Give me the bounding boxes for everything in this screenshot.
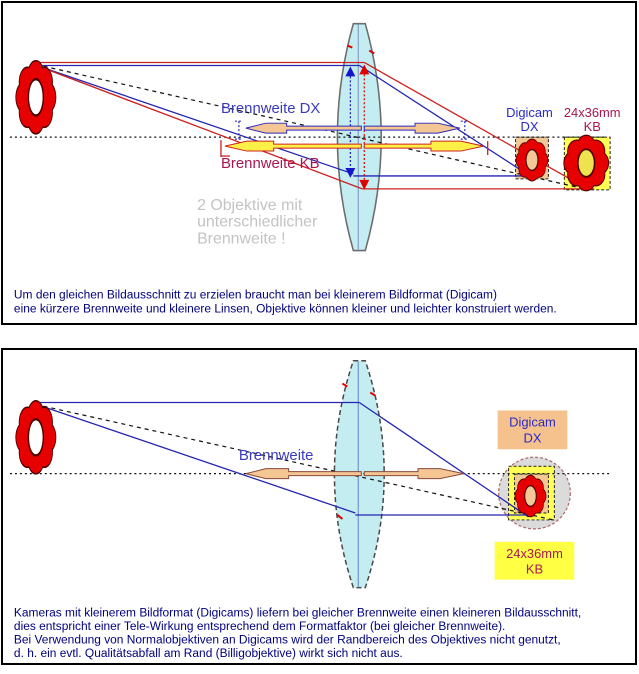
panel-two-lenses <box>1 1 637 325</box>
svg-text:DX: DX <box>520 119 539 135</box>
svg-text:24x36mm: 24x36mm <box>506 545 563 561</box>
svg-text:Brennweite !: Brennweite ! <box>197 230 286 248</box>
svg-text:24x36mm: 24x36mm <box>563 105 621 121</box>
svg-text:DX: DX <box>523 430 542 446</box>
image-flower-dx <box>516 139 549 182</box>
kb-24x36-label <box>564 105 621 134</box>
svg-text:unterschiedlicher: unterschiedlicher <box>197 213 318 231</box>
svg-text:KB: KB <box>525 561 544 577</box>
panel-same-focal-length <box>1 348 637 665</box>
kb-24x36-label <box>495 542 575 580</box>
svg-text:KB: KB <box>583 119 601 135</box>
svg-text:2 Objektive mit: 2 Objektive mit <box>197 196 303 214</box>
brennweite-label: Brennweite <box>238 447 314 465</box>
svg-text:Um den gleichen Bildausschnitt: Um den gleichen Bildausschnitt zu erzielen braucht man bei kleinerem Bildformat (Digicam) <box>13 287 497 302</box>
svg-text:Kameras mit kleinerem Bildform: Kameras mit kleinerem Bildformat (Digicams) liefern bei gleicher Brennweite einen kleineren Bildausschnitt, <box>13 605 582 620</box>
svg-text:Bei Verwendung von Normalobjek: Bei Verwendung von Normalobjektiven an Digicams wird der Randbereich des Objektives nicht genutzt, <box>13 632 561 647</box>
panel1-caption <box>14 287 557 315</box>
svg-text:Digicam: Digicam <box>506 105 553 121</box>
svg-text:Digicam: Digicam <box>509 414 556 430</box>
object-flower <box>15 60 56 135</box>
digicam-dx-label <box>498 410 568 449</box>
focal-arrow-kb-right <box>364 141 483 151</box>
diagram-crop-factor <box>3 350 635 663</box>
svg-text:dies entspricht einer Tele-Wir: dies entspricht einer Tele-Wirkung entsprechend dem Formatfaktor (bei gleicher Brennweite). <box>13 618 506 633</box>
brennweite-dx-label: Brennweite DX <box>220 100 321 118</box>
svg-text:d. h. ein evtl. Qualitätsabfal: d. h. ein evtl. Qualitätsabfall am Rand (Billigobjektive) wirkt sich nicht aus. <box>13 645 403 660</box>
two-lenses-note <box>197 197 318 248</box>
brennweite-kb-label: Brennweite KB <box>220 154 320 172</box>
diagram-two-focal-lengths <box>3 3 635 323</box>
image-flower <box>515 475 547 517</box>
digicam-dx-label <box>506 105 553 134</box>
svg-text:eine kürzere Brennweite und kl: eine kürzere Brennweite und kleinere Linsen, Objektive können kleiner und leichter konstruiert werden. <box>13 301 557 316</box>
image-flower-kb <box>563 135 609 192</box>
panel2-caption <box>14 605 581 659</box>
object-flower <box>15 400 56 475</box>
